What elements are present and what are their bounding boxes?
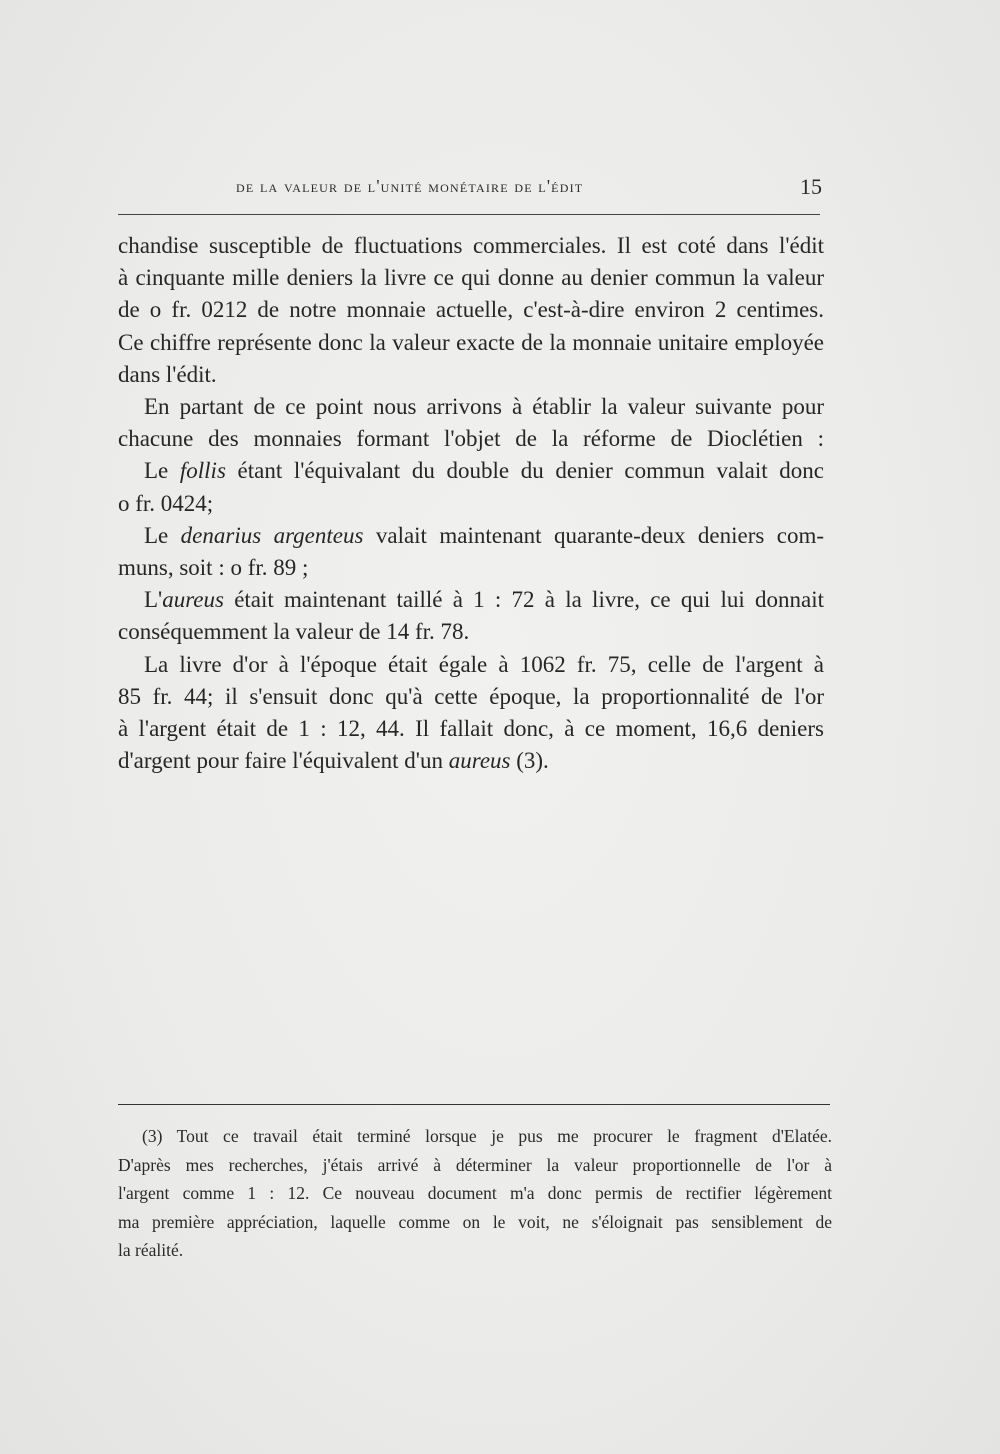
- paragraph-aureus: [118, 584, 824, 648]
- text-line: La livre d'or à l'époque était égale à 1062 fr. 75, celle de l'argent à: [144, 651, 824, 677]
- paragraph-1: [118, 230, 824, 391]
- italic-term: aureus: [448, 748, 511, 774]
- text-run: L': [144, 587, 163, 613]
- text-line: [118, 455, 824, 487]
- footnote-line: l'argent comme 1 : 12. Ce nouveau document m'a donc permis de rectifier légèrement: [118, 1183, 832, 1204]
- footnote-rule: [118, 1104, 830, 1105]
- text-line: [118, 745, 824, 777]
- footnote: [118, 1122, 832, 1265]
- text-run: était maintenant taillé à 1 : 72 à la livre, ce qui lui donnait: [223, 587, 824, 613]
- text-run: valait maintenant quarante-deux deniers com-: [363, 522, 824, 548]
- header-rule: [118, 214, 820, 215]
- text-run: d'argent pour faire l'équivalent d'un: [118, 748, 449, 774]
- paragraph-follis: [118, 455, 824, 519]
- text-line: conséquemment la valeur de 14 fr. 78.: [118, 619, 470, 645]
- paragraph-2: [118, 391, 824, 455]
- text-line: à cinquante mille deniers la livre ce qui donne au denier commun la valeur: [118, 265, 824, 291]
- footnote-line: (3) Tout ce travail était terminé lorsque je pus me procurer le fragment d'Elatée.: [142, 1126, 832, 1146]
- text-run: Le: [144, 458, 180, 484]
- footnote-line: la réalité.: [118, 1240, 184, 1261]
- italic-term: denarius argenteus: [180, 522, 364, 548]
- text-run: étant l'équivalant du double du denier commun valait donc: [225, 458, 824, 484]
- text-line: de o fr. 0212 de notre monnaie actuelle, c'est-à-dire environ 2 centimes.: [118, 297, 824, 323]
- text-line: 85 fr. 44; il s'ensuit donc qu'à cette époque, la proportionnalité de l'or: [118, 683, 824, 709]
- footnote-line: D'après mes recherches, j'étais arrivé à déterminer la valeur proportionnelle de l'or à: [118, 1154, 832, 1175]
- main-text: [118, 230, 824, 777]
- text-run: Le: [144, 522, 181, 548]
- italic-term: aureus: [162, 587, 224, 613]
- italic-term: follis: [179, 458, 226, 484]
- paragraph-denarius: [118, 520, 824, 584]
- text-line: [118, 584, 824, 616]
- text-line: Ce chiffre représente donc la valeur exacte de la monnaie unitaire employée: [118, 329, 824, 355]
- text-line: o fr. 0424;: [118, 490, 214, 516]
- text-line: muns, soit : o fr. 89 ;: [118, 555, 309, 581]
- running-head: [0, 176, 1000, 206]
- page-number: 15: [800, 174, 822, 199]
- footnote-line: ma première appréciation, laquelle comme on le voit, ne s'éloignait pas sensiblement de: [118, 1211, 832, 1232]
- text-line: chandise susceptible de fluctuations commerciales. Il est coté dans l'édit: [118, 233, 824, 258]
- text-line: à l'argent était de 1 : 12, 44. Il fallait donc, à ce moment, 16,6 deniers: [118, 716, 824, 742]
- text-line: dans l'édit.: [118, 361, 217, 387]
- paragraph-gold-silver: [118, 649, 824, 778]
- text-line: chacune des monnaies formant l'objet de la réforme de Dioclétien :: [118, 426, 824, 452]
- running-title: de la valeur de l'unité monétaire de l'édit: [236, 176, 584, 196]
- text-line: En partant de ce point nous arrivons à établir la valeur suivante pour: [144, 394, 824, 420]
- footnote-reference: (3).: [510, 748, 549, 774]
- text-line: [118, 520, 824, 552]
